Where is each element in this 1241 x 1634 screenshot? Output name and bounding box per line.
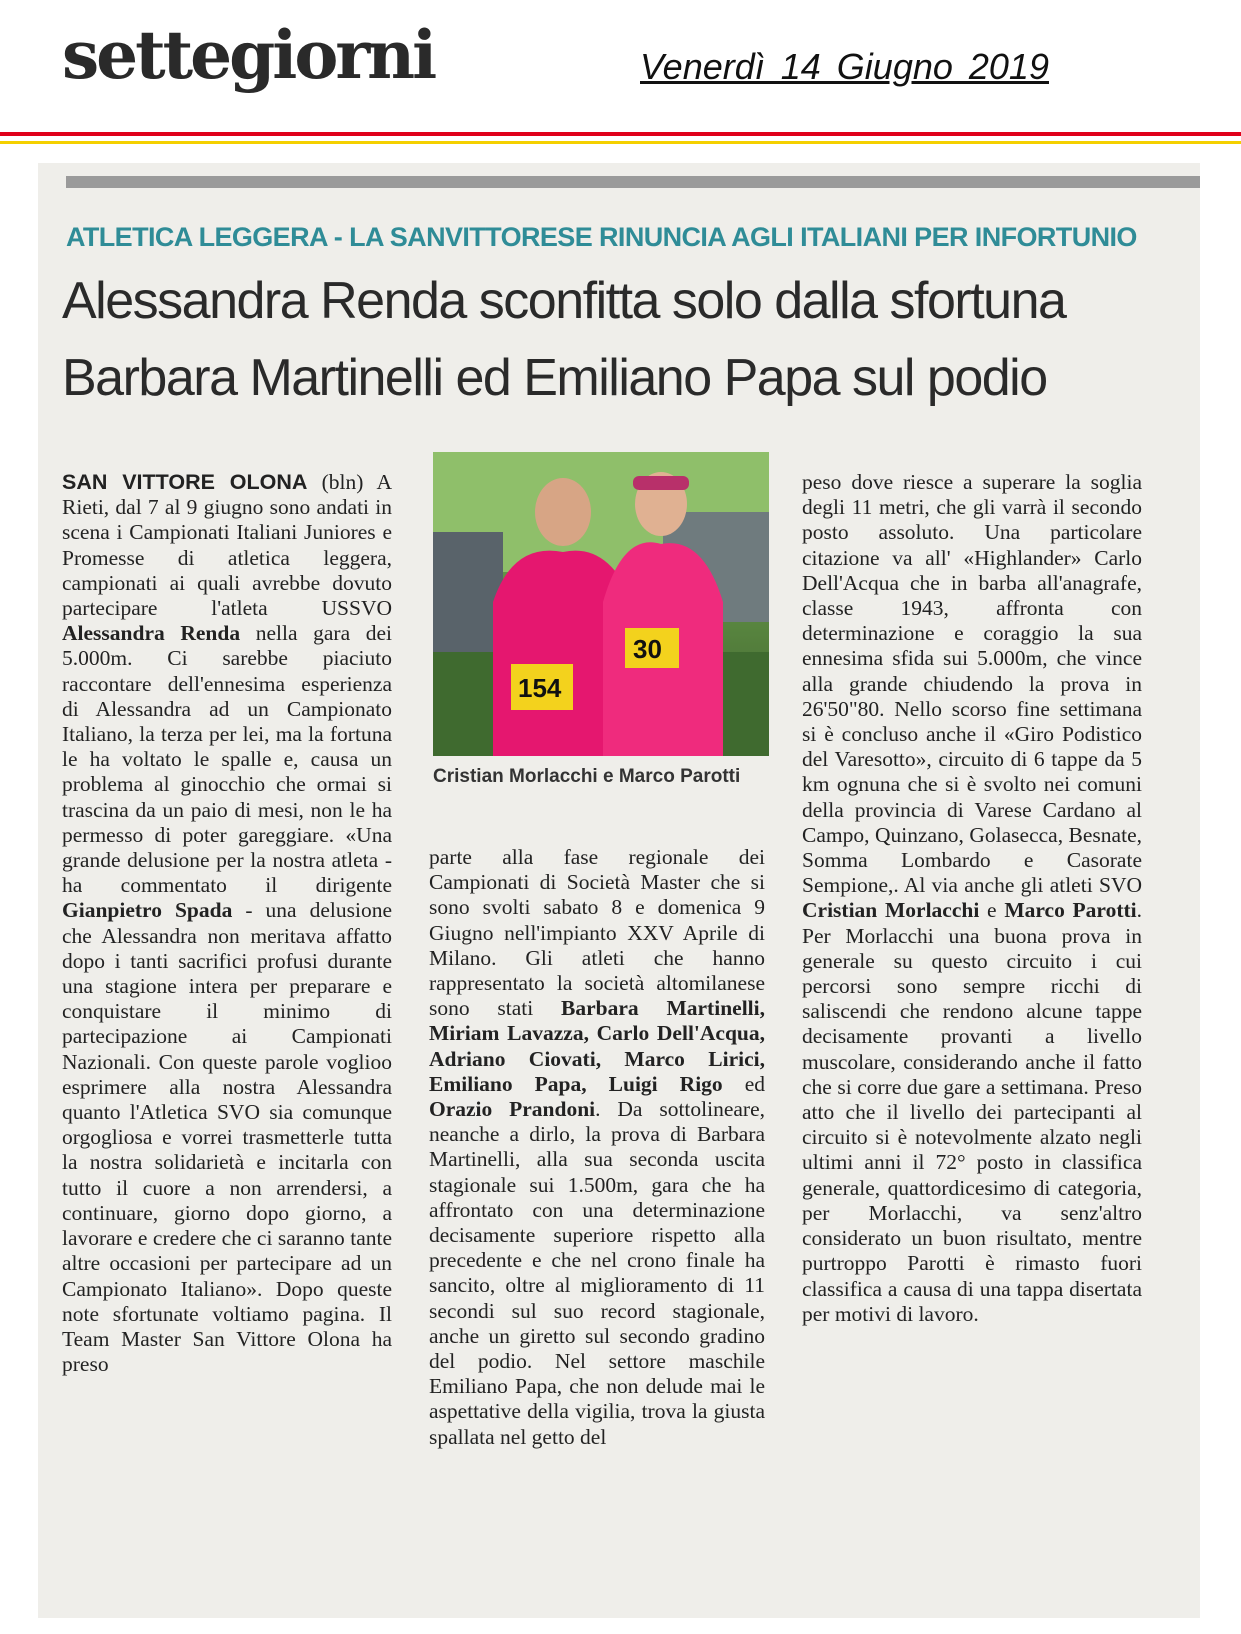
athlete-name: Cristian Morlacchi <box>802 898 980 923</box>
headline-line-2: Barbara Martinelli ed Emiliano Papa sul podio <box>62 349 1047 407</box>
body-text: parte alla fase regionale dei Campionati di Società Master che si sono svolti sabato 8 e domenica 9 Giugno nell'impianto XXV Aprile di Milano. Gli atleti che hanno rappresentato la società altomilanese sono stati <box>429 845 765 1021</box>
body-text: peso dove riesce a superare la soglia degli 11 metri, che gli varrà il secondo posto assoluto. Una particolare citazione va all' «Highlander» Carlo Dell'Acqua che in barba all'anagrafe, classe 1943, affronta con determinazione e coraggio la sua ennesima sfida sui 5.000m, che vince alla grande chiudendo la prova in 26'50"80. Nello scorso fine settimana si è concluso anche il «Giro Podistico del Varesotto», circuito di 6 tappe da 5 km ognuna che si è svolto nei comuni della provincia di Varese Cardano al Campo, Quinzano, Golasecca, Besnate, Somma Lombardo e Casorate Sempione,. Al via anche gli atleti SVO <box>802 470 1142 898</box>
athlete-name: Alessandra Renda <box>62 621 241 646</box>
photo-caption: Cristian Morlacchi e Marco Parotti <box>433 766 741 787</box>
bib-number-left: 154 <box>518 673 562 703</box>
clipping-top-bar <box>66 176 1200 188</box>
issue-date: Venerdì 14 Giugno 2019 <box>640 46 1049 87</box>
header-rule-red <box>0 132 1241 136</box>
article-column-1 <box>62 470 392 1377</box>
athletes-photo-illustration <box>433 452 769 756</box>
athlete-name: Orazio Prandoni <box>429 1097 596 1122</box>
body-text: . Per Morlacchi una buona prova in generale su questo circuito i cui percorsi sono sempre ricchi di saliscendi che rendono alcune tappe decisamente provanti a livello muscolare, considerando anche il fatto che si corre due gare a settimana. Preso atto che il livello dei partecipanti al circuito si è notevolmente alzato negli ultimi anni il 72° posto in classifica generale, quattordicesimo di categoria, per Morlacchi, va senz'altro considerato un buon risultato, mentre purtroppo Parotti è rimasto fuori classifica a causa di una tappa disertata per motivi di lavoro. <box>802 898 1143 1326</box>
body-text: nella gara dei 5.000m. Ci sarebbe piaciuto raccontare dell'ennesima esperienza di Alessandra ad un Campionato Italiano, la terza per lei, ma la fortuna le ha voltato le spalle e, causa un problema al ginocchio che ormai si trascina da un paio di mesi, non le ha permesso di poter gareggiare. «Una grande delusione per la nostra atleta - ha commentato il dirigente <box>62 621 393 898</box>
dateline: SAN VITTORE OLONA <box>62 470 308 494</box>
article-photo <box>433 452 769 756</box>
athlete-names: Barbara Martinelli, Miriam Lavazza, Carlo Dell'Acqua, Adriano Ciovati, Marco Lirici, Emiliano Papa, Luigi Rigo <box>429 996 765 1096</box>
body-text: - una delusione che Alessandra non meritava affatto dopo i tanti sacrifici profusi durante una stagione intera per preparare e conquistare il minimo di partecipazione ai Campionati Nazionali. Con queste parole voglioo esprimere alla nostra Alessandra quanto l'Atletica SVO sia comunque orgogliosa e vorrei trasmetterle tutta la nostra solidarietà e incitarla con tutto il cuore a non arrendersi, a continuare, giorno dopo giorno, a lavorare e credere che ci saranno tante altre occasioni per partecipare ad un Campionato Italiano». Dopo queste note sfortunate voltiamo pagina. Il Team Master San Vittore Olona ha preso <box>62 898 392 1377</box>
athlete-name: Marco Parotti <box>1004 898 1137 923</box>
body-text: . Da sottolineare, neanche a dirlo, la prova di Barbara Martinelli, alla sua seconda uscita stagionale sui 1.500m, gara che ha affrontato con una determinazione decisamente superiore rispetto alla precedente e che nel crono finale ha sancito, oltre al miglioramento di 11 secondi sul suo record stagionale, anche un giretto sul secondo gradino del podio. Nel settore maschile Emiliano Papa, che non delude mai le aspettative della vigilia, trova la giusta spallata nel getto del <box>429 1097 765 1449</box>
body-text: ed <box>722 1071 765 1096</box>
article-column-3 <box>802 470 1142 1327</box>
body-text: (bln) A Rieti, dal 7 al 9 giugno sono andati in scena i Campionati Italiani Juniores e Promesse di atletica leggera, campionati ai quali avrebbe dovuto partecipare l'atleta USSVO <box>62 470 392 621</box>
masthead-logo: settegiorni <box>62 16 435 94</box>
header-rule-yellow <box>0 141 1241 144</box>
body-text: e <box>979 898 1005 923</box>
headline-line-1: Alessandra Renda sconfitta solo dalla sfortuna <box>62 272 1066 330</box>
person-name: Gianpietro Spada <box>62 898 233 923</box>
article-column-2 <box>429 845 765 1450</box>
article-kicker: ATLETICA LEGGERA - LA SANVITTORESE RINUNCIA AGLI ITALIANI PER INFORTUNIO <box>66 222 1137 252</box>
bib-number-right: 30 <box>633 634 662 664</box>
